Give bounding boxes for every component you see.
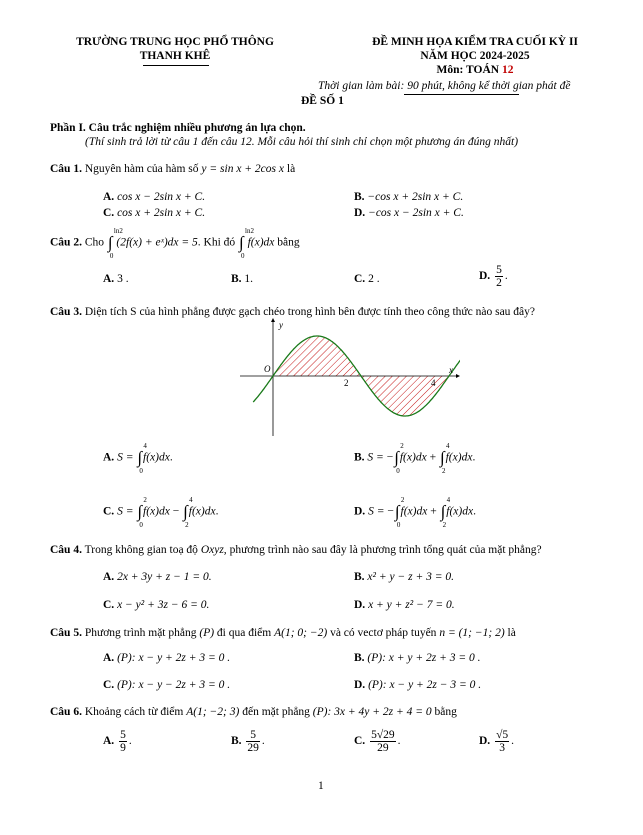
q5-option-d: D. (P): x − y + 2z − 3 = 0 . [354,679,482,691]
q1-label: Câu 1. [50,163,82,175]
exam-code: ĐỀ SỐ 1 [301,95,344,107]
q3-option-b: B. S = −∫ 2 0 f(x)dx + ∫ 4 2 f(x)dx. [354,442,476,475]
school-underline [143,65,209,66]
q1-option-a: A. cos x − 2sin x + C. [103,191,206,203]
q3-option-c: C. S = ∫ 2 0 f(x)dx − ∫ 4 2 f(x)dx. [103,496,219,529]
x-label: x [449,365,453,375]
school-name-line2: THANH KHÊ [139,50,211,62]
q2-option-a: A. 3 . [103,273,129,285]
time-underline [404,94,519,95]
subject-label: Môn: TOÁN [436,64,502,76]
q1-option-b: B. −cos x + 2sin x + C. [354,191,464,203]
q4-option-d: D. x + y + z² − 7 = 0. [354,599,455,611]
q4-stem: Câu 4. Trong không gian toạ độ Oxyz, phương trình nào sau đây là phương trình tổng quát của mặt phẳng? [50,544,542,556]
normal-vector: n = (1; −1; 2) [439,627,505,639]
q1-text: Nguyên hàm của hàm số [84,163,199,175]
integral-sign: ∫ ln2 0 [239,227,254,260]
q6-option-a: A. $\frac{5}{9}$ . [103,729,132,755]
q3-option-a: A. S = ∫ 4 0 f(x)dx. [103,442,173,475]
q6-option-c: C. $\frac{5√29}{29}$ . [354,729,401,755]
q5-option-a: A. (P): x − y + 2z + 3 = 0 . [103,652,231,664]
q2-option-c: C. 2 . [354,273,380,285]
q1-stem [50,163,295,175]
q6-option-d: D. $\frac{√5}{3}$ . [479,729,514,755]
q6-stem: Câu 6. Khoảng cách từ điểm A(1; −2; 3) đến mặt phẳng (P): 3x + 4y + 2z + 4 = 0 bằng [50,706,457,718]
q2-stem: Câu 2. Cho ∫ ln2 0 (2f(x) + eˣ)dx = 5. Khi đó ∫ ln2 0 f(x)dx bằng [50,227,300,260]
q5-option-c: C. (P): x − y − 2z + 3 = 0 . [103,679,231,691]
q2-integrand: (2f(x) + eˣ)dx = 5 [116,236,198,249]
q3-stem: Câu 3. Diện tích S của hình phẳng được gạch chéo trong hình bên được tính theo công thức nào sau đây? [50,306,536,318]
q1-formula: y = sin x + 2cos x [201,163,284,175]
q1-option-d: D. −cos x − 2sin x + C. [354,207,464,219]
y-label: y [279,320,283,330]
subject-grade: 12 [501,64,514,76]
q2-option-b: B. 1. [231,273,254,285]
origin-label: O [264,364,271,374]
tick-2: 2 [344,378,349,388]
q4-option-c: C. x − y² + 3z − 6 = 0. [103,599,210,611]
school-year: NĂM HỌC 2024-2025 [420,50,530,62]
integral-sign: ∫ ln2 0 [107,227,123,260]
exam-title: ĐỀ MINH HỌA KIỂM TRA CUỐI KỲ II [372,36,578,48]
part1-instruction: (Thí sinh trả lời từ câu 1 đến câu 12. Mỗi câu hỏi thí sinh chỉ chọn một phương án đúng nhất) [85,136,519,148]
part1-title: Phần I. Câu trắc nghiệm nhiều phương án lựa chọn. [50,122,306,134]
q1-option-c: C. cos x + 2sin x + C. [103,207,206,219]
subject [325,64,625,76]
q3-option-d: D. S = −∫ 2 0 f(x)dx + ∫ 4 2 f(x)dx. [354,496,476,529]
q1-tail: là [286,163,296,175]
q6-option-b: B. $\frac{5}{29}$ . [231,729,265,755]
time-note: Thời gian làm bài: 90 phút, không kể thời gian phát đề [318,80,571,92]
tick-4: 4 [431,378,436,388]
q4-option-b: B. x² + y − z + 3 = 0. [354,571,454,583]
school-name-line1: TRƯỜNG TRUNG HỌC PHỔ THÔNG [76,36,274,48]
q2-option-d: D. $\frac{5}{2}$ . [479,264,508,290]
q3-graph [238,318,460,438]
q2-label: Câu 2. [50,236,82,249]
q4-option-a: A. 2x + 3y + z − 1 = 0. [103,571,212,583]
q5-option-b: B. (P): x + y + 2z + 3 = 0 . [354,652,481,664]
page-number: 1 [318,780,324,792]
q5-stem: Câu 5. Phương trình mặt phẳng (P) đi qua điểm A(1; 0; −2) và có vectơ pháp tuyến n = (1; −1; 2) là [50,627,516,639]
